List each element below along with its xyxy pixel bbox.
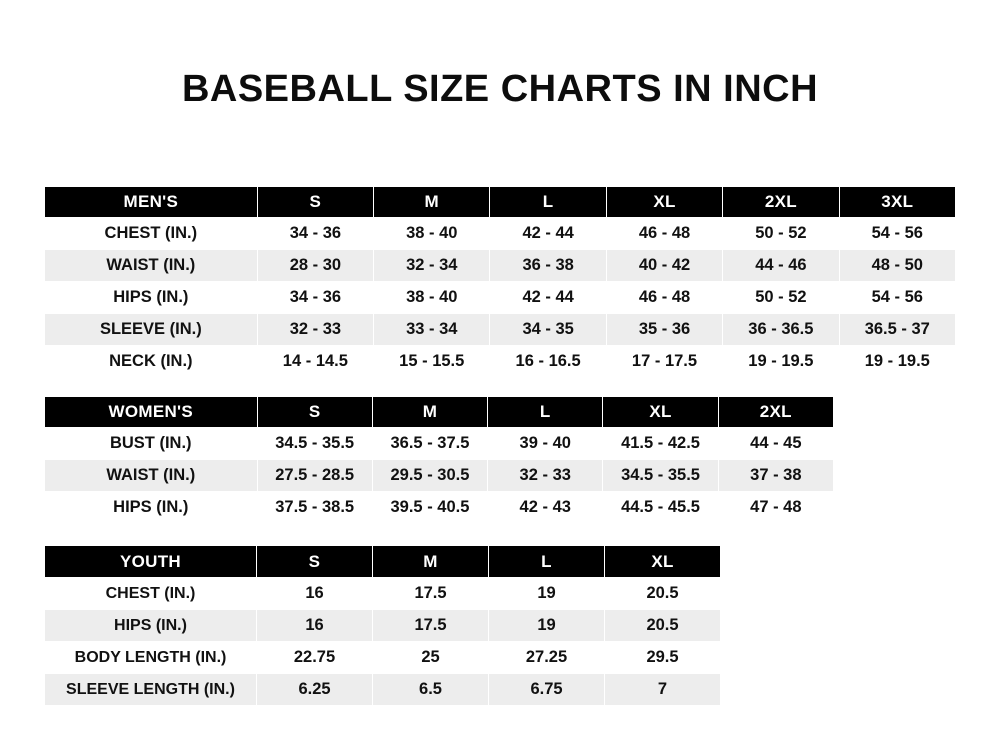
table-cell: 19 - 19.5 bbox=[723, 346, 839, 378]
column-header: 3XL bbox=[839, 187, 955, 218]
column-header: L bbox=[488, 397, 603, 428]
table-row bbox=[45, 282, 956, 314]
table-cell: 16 bbox=[257, 610, 373, 642]
table-cell: 32 - 33 bbox=[488, 460, 603, 492]
table-cell: 34 - 35 bbox=[490, 314, 606, 346]
column-header: S bbox=[257, 546, 373, 578]
table-row bbox=[45, 460, 834, 492]
table-row bbox=[45, 578, 721, 610]
table-cell: 38 - 40 bbox=[374, 218, 490, 250]
row-label: WAIST (IN.) bbox=[45, 250, 258, 282]
column-header: 2XL bbox=[723, 187, 839, 218]
table-header-row bbox=[45, 397, 834, 428]
table-cell: 34.5 - 35.5 bbox=[603, 460, 718, 492]
table-cell: 29.5 - 30.5 bbox=[372, 460, 487, 492]
column-header: MEN'S bbox=[45, 187, 258, 218]
column-header: S bbox=[257, 397, 372, 428]
table-row bbox=[45, 428, 834, 460]
row-label: CHEST (IN.) bbox=[45, 218, 258, 250]
table-cell: 19 - 19.5 bbox=[839, 346, 955, 378]
table-cell: 50 - 52 bbox=[723, 218, 839, 250]
table-cell: 54 - 56 bbox=[839, 282, 955, 314]
row-label: SLEEVE (IN.) bbox=[45, 314, 258, 346]
column-header: L bbox=[489, 546, 605, 578]
row-label: HIPS (IN.) bbox=[45, 492, 258, 524]
table-cell: 14 - 14.5 bbox=[257, 346, 373, 378]
table-cell: 17.5 bbox=[373, 610, 489, 642]
mens-size-chart bbox=[44, 186, 956, 378]
page-title: BASEBALL SIZE CHARTS IN INCH bbox=[181, 68, 819, 110]
row-label: BODY LENGTH (IN.) bbox=[45, 642, 257, 674]
table-cell: 36.5 - 37 bbox=[839, 314, 955, 346]
table-cell: 29.5 bbox=[605, 642, 721, 674]
table-row bbox=[45, 674, 721, 706]
table-cell: 50 - 52 bbox=[723, 282, 839, 314]
table-header-row bbox=[45, 546, 721, 578]
column-header: M bbox=[374, 187, 490, 218]
table-row bbox=[45, 250, 956, 282]
table-cell: 22.75 bbox=[257, 642, 373, 674]
table-cell: 6.5 bbox=[373, 674, 489, 706]
table-header-row bbox=[45, 187, 956, 218]
table-cell: 42 - 44 bbox=[490, 282, 606, 314]
table-cell: 34.5 - 35.5 bbox=[257, 428, 372, 460]
table-cell: 35 - 36 bbox=[606, 314, 722, 346]
table-cell: 36.5 - 37.5 bbox=[372, 428, 487, 460]
table-cell: 37 - 38 bbox=[718, 460, 833, 492]
table-cell: 38 - 40 bbox=[374, 282, 490, 314]
table-cell: 19 bbox=[489, 578, 605, 610]
column-header: L bbox=[490, 187, 606, 218]
table-cell: 47 - 48 bbox=[718, 492, 833, 524]
table-cell: 34 - 36 bbox=[257, 218, 373, 250]
table-cell: 36 - 36.5 bbox=[723, 314, 839, 346]
table-cell: 16 - 16.5 bbox=[490, 346, 606, 378]
column-header: XL bbox=[605, 546, 721, 578]
table-cell: 39.5 - 40.5 bbox=[372, 492, 487, 524]
table-cell: 44 - 45 bbox=[718, 428, 833, 460]
table-cell: 39 - 40 bbox=[488, 428, 603, 460]
table-cell: 17.5 bbox=[373, 578, 489, 610]
row-label: BUST (IN.) bbox=[45, 428, 258, 460]
table-cell: 48 - 50 bbox=[839, 250, 955, 282]
table-cell: 20.5 bbox=[605, 578, 721, 610]
table-cell: 25 bbox=[373, 642, 489, 674]
column-header: M bbox=[372, 397, 487, 428]
table-cell: 46 - 48 bbox=[606, 218, 722, 250]
table-row bbox=[45, 492, 834, 524]
column-header: XL bbox=[603, 397, 718, 428]
table-row bbox=[45, 218, 956, 250]
table-cell: 54 - 56 bbox=[839, 218, 955, 250]
column-header: S bbox=[257, 187, 373, 218]
table-row bbox=[45, 642, 721, 674]
column-header: M bbox=[373, 546, 489, 578]
table-row bbox=[45, 346, 956, 378]
table-cell: 6.25 bbox=[257, 674, 373, 706]
table-cell: 40 - 42 bbox=[606, 250, 722, 282]
table-row bbox=[45, 314, 956, 346]
row-label: CHEST (IN.) bbox=[45, 578, 257, 610]
table-cell: 37.5 - 38.5 bbox=[257, 492, 372, 524]
table-row bbox=[45, 610, 721, 642]
table-cell: 15 - 15.5 bbox=[374, 346, 490, 378]
column-header: YOUTH bbox=[45, 546, 257, 578]
row-label: WAIST (IN.) bbox=[45, 460, 258, 492]
table-cell: 41.5 - 42.5 bbox=[603, 428, 718, 460]
table-cell: 17 - 17.5 bbox=[606, 346, 722, 378]
table-cell: 34 - 36 bbox=[257, 282, 373, 314]
table-cell: 32 - 34 bbox=[374, 250, 490, 282]
table-cell: 36 - 38 bbox=[490, 250, 606, 282]
row-label: HIPS (IN.) bbox=[45, 610, 257, 642]
column-header: WOMEN'S bbox=[45, 397, 258, 428]
column-header: 2XL bbox=[718, 397, 833, 428]
table-cell: 46 - 48 bbox=[606, 282, 722, 314]
table-cell: 20.5 bbox=[605, 610, 721, 642]
table-cell: 32 - 33 bbox=[257, 314, 373, 346]
table-cell: 27.25 bbox=[489, 642, 605, 674]
table-cell: 44.5 - 45.5 bbox=[603, 492, 718, 524]
table-cell: 44 - 46 bbox=[723, 250, 839, 282]
womens-size-chart bbox=[44, 396, 834, 524]
table-cell: 19 bbox=[489, 610, 605, 642]
table-cell: 27.5 - 28.5 bbox=[257, 460, 372, 492]
table-cell: 6.75 bbox=[489, 674, 605, 706]
table-cell: 33 - 34 bbox=[374, 314, 490, 346]
row-label: SLEEVE LENGTH (IN.) bbox=[45, 674, 257, 706]
table-cell: 28 - 30 bbox=[257, 250, 373, 282]
table-cell: 7 bbox=[605, 674, 721, 706]
row-label: NECK (IN.) bbox=[45, 346, 258, 378]
youth-size-chart bbox=[44, 545, 721, 706]
table-cell: 42 - 44 bbox=[490, 218, 606, 250]
column-header: XL bbox=[606, 187, 722, 218]
table-cell: 42 - 43 bbox=[488, 492, 603, 524]
table-cell: 16 bbox=[257, 578, 373, 610]
row-label: HIPS (IN.) bbox=[45, 282, 258, 314]
